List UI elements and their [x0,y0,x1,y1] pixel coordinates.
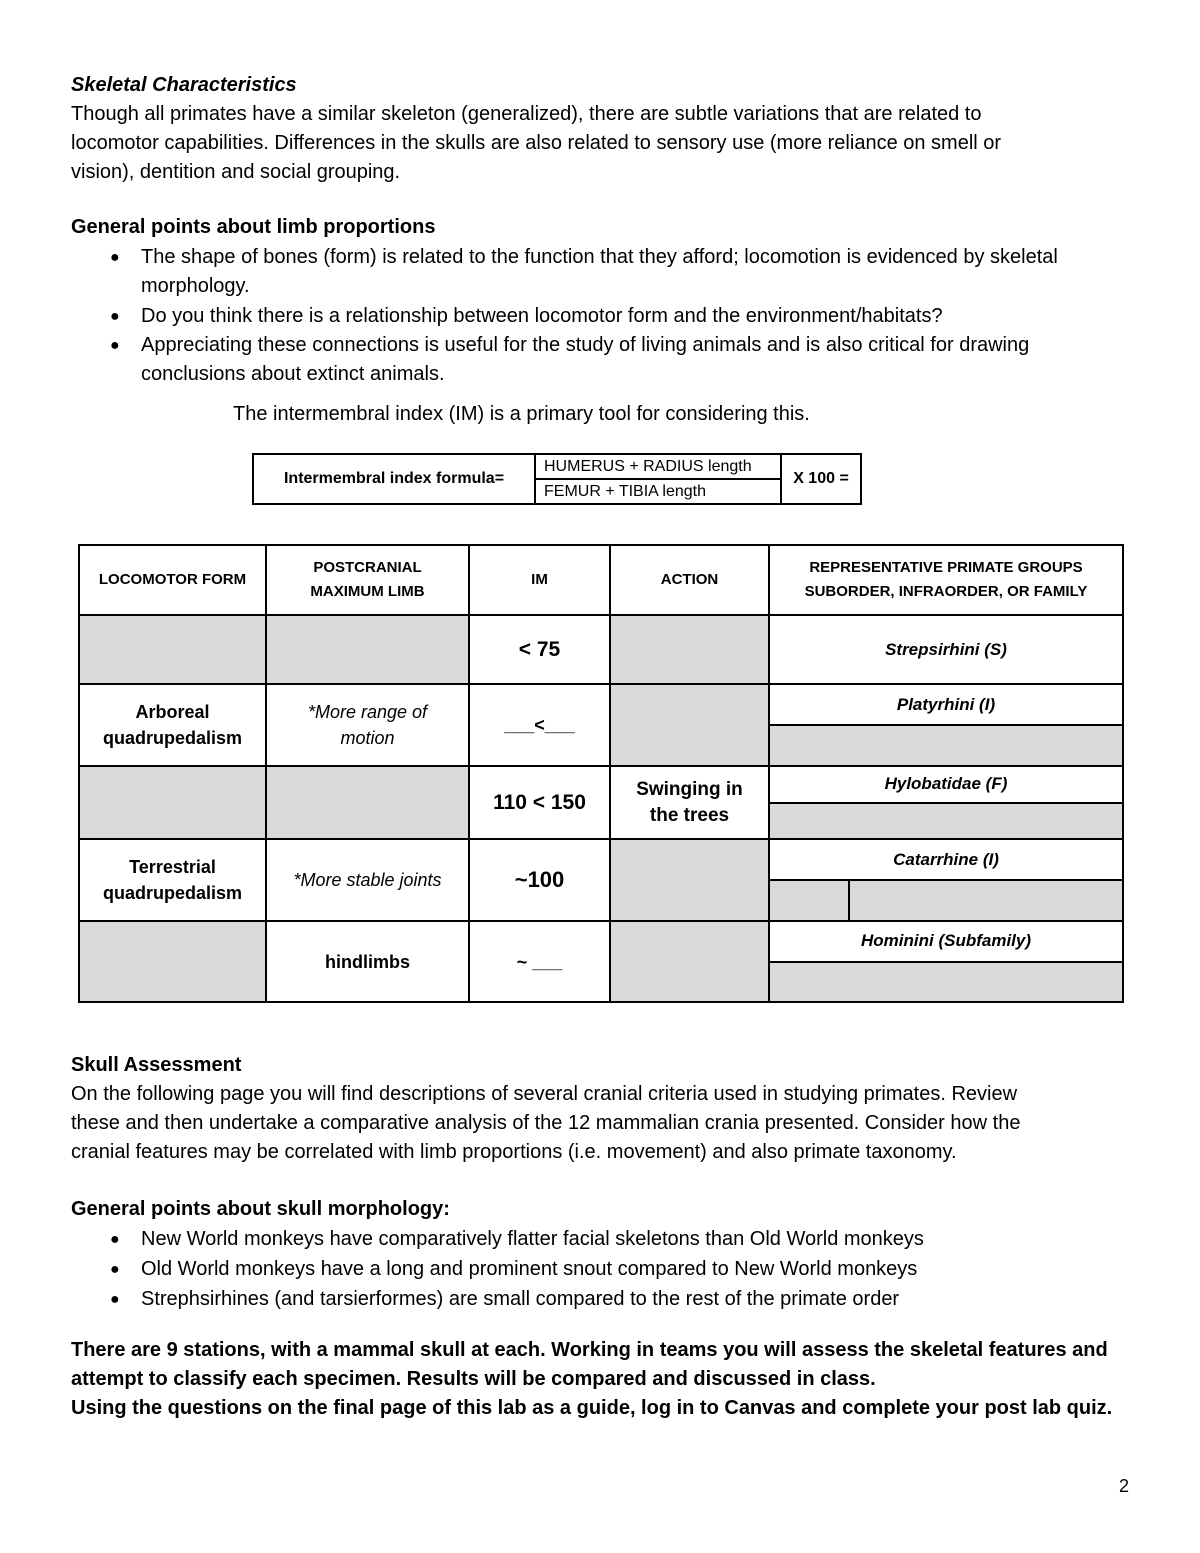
cell-locomotor-blank[interactable] [79,615,266,684]
paragraph-line: On the following page you will find descriptions of several cranial criteria used in studying primates. Review [71,1083,1018,1105]
cell-im: 110 < 150 [469,766,610,839]
group-name: Hominini (Subfamily) [770,922,1122,963]
header-groups-line2: SUBORDER, INFRAORDER, OR FAMILY [804,583,1088,600]
header-postcranial [266,545,469,615]
section-heading-morphology: General points about skull morphology: [71,1198,450,1220]
closing-line: attempt to classify each specimen. Results will be compared and discussed in class. [71,1368,876,1390]
closing-line: Using the questions on the final page of this lab as a guide, log in to Canvas and complete your post lab quiz. [71,1397,1113,1419]
table-header-row [79,545,1123,615]
cell-locomotor-line1: Terrestrial [129,857,216,877]
im-sentence: The intermembral index (IM) is a primary tool for considering this. [233,403,810,425]
cell-locomotor-line2: quadrupedalism [102,883,243,903]
bullet-text: The shape of bones (form) is related to the function that they afford; locomotion is evidenced by skeletal [141,246,1058,268]
bullet-icon: ● [110,1231,120,1248]
group-name: Catarrhine (I) [770,840,1122,881]
cell-locomotor-line2: quadrupedalism [102,728,243,748]
cell-limb: hindlimbs [266,921,469,1002]
section-heading-limb: General points about limb proportions [71,216,436,238]
cell-action-blank[interactable] [610,615,769,684]
bullet-icon: ● [110,1291,120,1308]
page-number: 2 [1119,1476,1130,1496]
cell-group: Strepsirhini (S) [769,615,1123,684]
cell-action-line1: Swinging in [636,778,743,800]
cell-im: ~100 [469,839,610,921]
bullet-icon: ● [110,249,120,266]
group-name: Hylobatidae (F) [770,767,1122,804]
cell-im: ___<___ [469,684,610,766]
cell-im: ~ ___ [469,921,610,1002]
cell-limb-blank[interactable] [266,766,469,839]
cell-limb: *More stable joints [266,839,469,921]
header-action: ACTION [610,545,769,615]
cell-action-blank[interactable] [610,839,769,921]
cell-locomotor-line1: Arboreal [135,702,210,722]
bullet-text: Strephsirhines (and tarsierformes) are small compared to the rest of the primate order [141,1288,900,1310]
formula-multiplier: X 100 = [781,454,861,504]
group-blank[interactable] [770,726,1122,765]
formula-denominator: FEMUR + TIBIA length [535,479,781,504]
cell-locomotor-blank[interactable] [79,921,266,1002]
paragraph-line: cranial features may be correlated with limb proportions (i.e. movement) and also primate taxonomy. [71,1141,957,1163]
cell-limb-line1: *More range of [307,702,428,722]
header-postcranial-line1: POSTCRANIAL [313,559,422,576]
cell-group [769,839,1123,921]
cell-action [610,766,769,839]
group-name: Platyrhini (I) [770,685,1122,726]
group-blank[interactable] [770,804,1122,839]
bullet-text: Do you think there is a relationship between locomotor form and the environment/habitats? [141,305,943,327]
bullet-icon: ● [110,337,120,354]
table-row [79,615,1123,684]
cell-limb [266,684,469,766]
formula-numerator: HUMERUS + RADIUS length [535,454,781,479]
cell-group [769,684,1123,766]
bullet-text: morphology. [141,275,250,297]
section-heading-skeletal: Skeletal Characteristics [71,74,297,96]
cell-limb-line2: motion [340,728,395,748]
cell-group [769,921,1123,1002]
cell-action-line2: the trees [649,804,730,826]
bullet-text: Appreciating these connections is useful for the study of living animals and is also critical for drawing [141,334,1030,356]
bullet-icon: ● [110,308,120,325]
header-locomotor-form: LOCOMOTOR FORM [79,545,266,615]
table-row [79,921,1123,1002]
header-groups [769,545,1123,615]
header-im: IM [469,545,610,615]
header-postcranial-line2: MAXIMUM LIMB [310,583,425,600]
locomotor-table [78,544,1124,1003]
cell-locomotor-blank[interactable] [79,766,266,839]
paragraph-line: Though all primates have a similar skeleton (generalized), there are subtle variations that are related to [71,103,982,125]
table-row [79,684,1123,766]
cell-locomotor [79,839,266,921]
cell-action-blank[interactable] [610,921,769,1002]
group-blank[interactable] [770,963,1122,1002]
bullet-text: Old World monkeys have a long and prominent snout compared to New World monkeys [141,1258,918,1280]
section-heading-skull: Skull Assessment [71,1054,242,1076]
table-row [79,766,1123,839]
group-blank[interactable] [770,881,1122,920]
closing-line: There are 9 stations, with a mammal skull at each. Working in teams you will assess the skeletal features and [71,1339,1108,1361]
formula-label: Intermembral index formula= [253,454,535,504]
paragraph-line: these and then undertake a comparative analysis of the 12 mammalian crania presented. Consider how the [71,1112,1021,1134]
formula-table [252,453,862,505]
cell-group [769,766,1123,839]
cell-action-blank[interactable] [610,684,769,766]
bullet-text: New World monkeys have comparatively flatter facial skeletons than Old World monkeys [141,1228,924,1250]
header-groups-line1: REPRESENTATIVE PRIMATE GROUPS [809,559,1083,576]
paragraph-line: vision), dentition and social grouping. [71,161,401,183]
cell-im: < 75 [469,615,610,684]
paragraph-line: locomotor capabilities. Differences in the skulls are also related to sensory use (more reliance on smell or [71,132,1002,154]
bullet-text: conclusions about extinct animals. [141,363,445,385]
bullet-icon: ● [110,1261,120,1278]
cell-limb-blank[interactable] [266,615,469,684]
table-row [79,839,1123,921]
cell-locomotor [79,684,266,766]
